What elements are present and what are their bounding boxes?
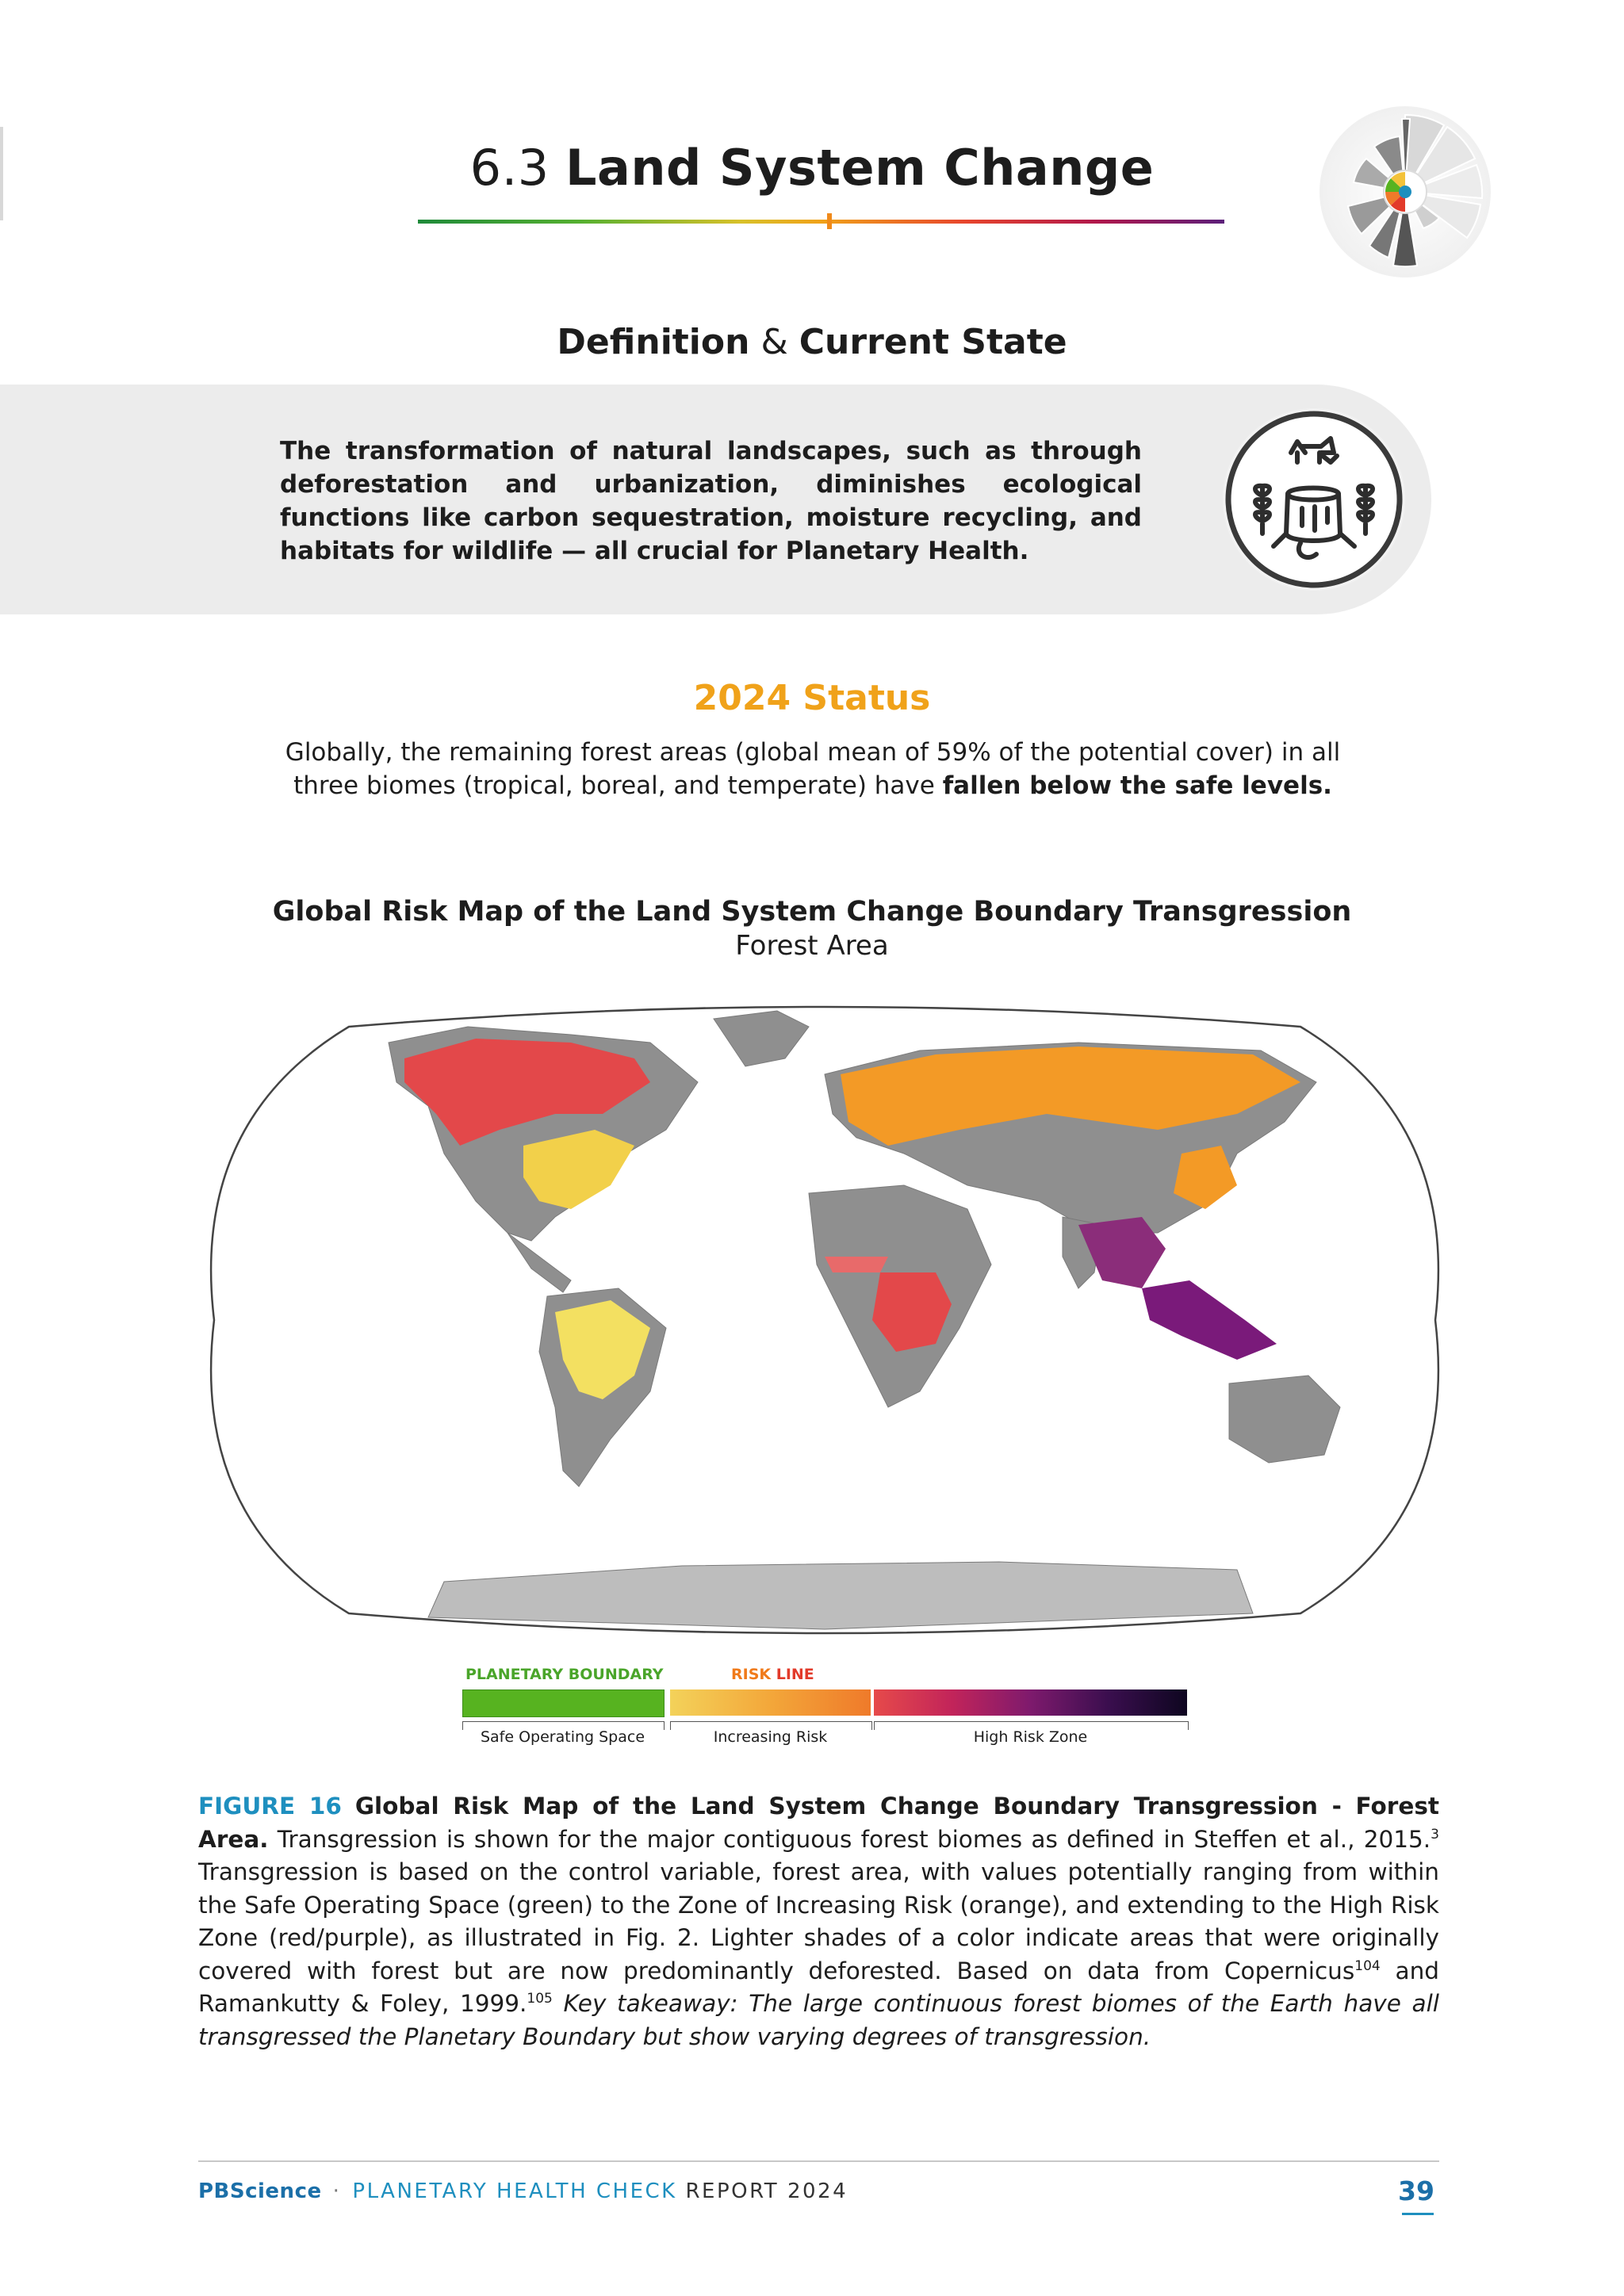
definition-heading-part1: Definition: [557, 322, 750, 362]
legend-planetary-boundary-label: PLANETARY BOUNDARY: [465, 1666, 664, 1683]
planetary-boundaries-wheel-icon: [1312, 103, 1503, 285]
footer-text: [198, 2179, 848, 2203]
footer-separator: ·: [332, 2179, 342, 2203]
status-text-emphasis: fallen below the safe levels.: [942, 771, 1332, 800]
world-risk-map: [206, 995, 1443, 1645]
footer-report-suffix: REPORT 2024: [685, 2179, 848, 2203]
legend-line-word: LINE: [776, 1666, 814, 1683]
section-number: 6.3: [469, 139, 550, 197]
figure-label: FIGURE 16: [198, 1793, 342, 1820]
caption-takeaway: Key takeaway: The large continuous forest biomes of the Earth have all transgressed the Planetary Boundary but show varying degrees of transgression.: [198, 1990, 1440, 2050]
legend-high-risk-bar: [874, 1689, 1187, 1716]
page-number: 39: [1398, 2175, 1434, 2206]
legend-risk-line-label: [731, 1666, 814, 1683]
status-title: 2024 Status: [693, 678, 931, 718]
page-number-underline: [1402, 2213, 1434, 2215]
figure-caption: [198, 1790, 1439, 2053]
definition-heading-amp: &: [760, 322, 788, 362]
legend-safe-label: Safe Operating Space: [480, 1728, 645, 1746]
definition-heading-part2: Current State: [799, 322, 1067, 362]
caption-text-2: Transgression is based on the control variable, forest area, with values potentially ranging from within the Safe Operating Space (green) to the Zone of Increasing Risk (orange), and extending to the High Risk Zone (red/purple), as illustrated in Fig. 2. Lighter shades of a color indicate areas that were originally covered with forest but are now predominantly deforested. Based on data from Copernicus: [198, 1858, 1439, 1984]
footer-brand: PBScience: [198, 2179, 322, 2203]
status-text: [262, 736, 1364, 802]
section-name: Land System Change: [565, 139, 1155, 197]
definition-heading: [0, 322, 1624, 362]
title-divider-marker: [827, 213, 832, 229]
title-rainbow-divider: [418, 220, 1224, 224]
footer-report-title: PLANETARY HEALTH CHECK: [352, 2179, 677, 2203]
status-text-plain: Globally, the remaining forest areas (global mean of 59% of the potential cover) in all three biomes (tropical, boreal, and temperate) have: [285, 738, 1341, 800]
legend-increasing-risk-bar: [670, 1689, 871, 1716]
legend-high-risk-label: High Risk Zone: [973, 1728, 1088, 1746]
map-subtitle: Forest Area: [735, 930, 889, 962]
caption-text-3: and Ramankutty & Foley, 1999.: [198, 1957, 1439, 2017]
map-title: Global Risk Map of the Land System Change Boundary Transgression: [272, 896, 1352, 928]
forest-west-africa-high-risk: [825, 1257, 888, 1272]
footer-divider: [198, 2160, 1439, 2162]
legend-safe-bar: [462, 1689, 665, 1717]
caption-text-1: Transgression is shown for the major contiguous forest biomes as defined in Steffen et al., 2015.: [268, 1825, 1431, 1853]
caption-ref-2: 104: [1354, 1957, 1381, 1974]
figure-title: Global Risk Map of the Land System Change Boundary Transgression - Forest Area.: [198, 1793, 1439, 1853]
caption-ref-3: 105: [527, 1991, 553, 2007]
legend-increasing-label: Increasing Risk: [713, 1728, 828, 1746]
land-system-change-icon: [1221, 407, 1407, 592]
legend-risk-word: RISK: [731, 1666, 772, 1683]
caption-ref-1: 3: [1431, 1826, 1439, 1843]
definition-text: The transformation of natural landscapes, such as through deforestation and urbanization, diminishes ecological functions like carbon sequestration, moisture recycling, and habitats for wildlife — all crucial for Planetary Health.: [280, 437, 1142, 565]
